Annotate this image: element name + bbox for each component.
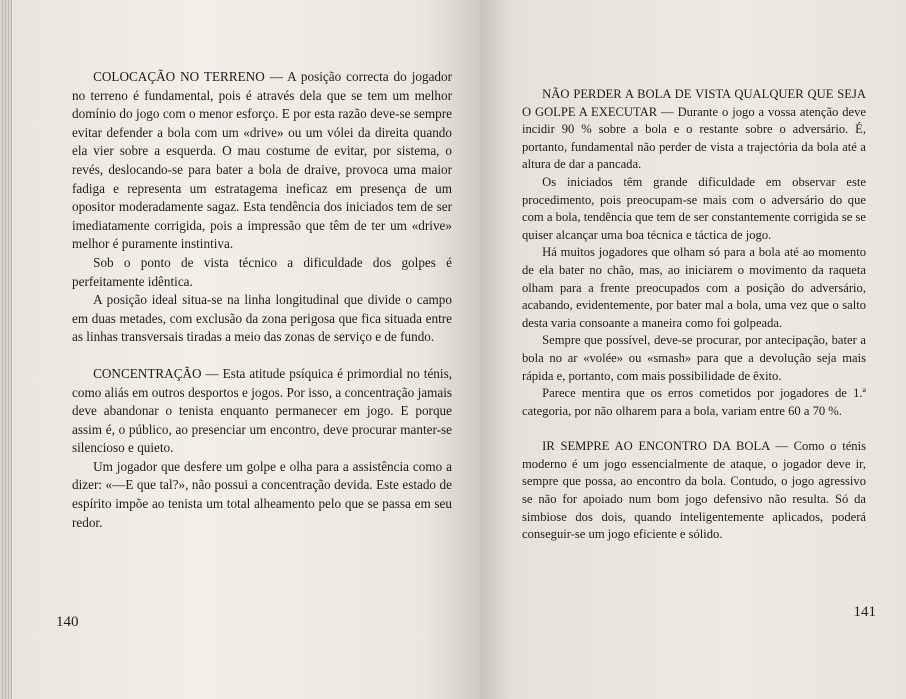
paragraph-nao-perder: NÃO PERDER A BOLA DE VISTA QUALQUER QUE SEJA O GOLPE A EXECUTAR — Durante o jogo a vossa atenção deve incidir 90 % sobre a bola e o restante sobre o adversário. É, portanto, fundamental não perder de vista a trajectória da bola até a altura de dar a pancada. — [522, 87, 866, 172]
right-page-text — [522, 86, 866, 544]
paragraph-colocacao-2: Sob o ponto de vista técnico a dificuldade dos golpes é perfeitamente idêntica. — [72, 254, 452, 289]
paragraph-concentracao-2: Um jogador que desfere um golpe e olha para a assistência como a dizer: «—E que tal?», não possui a concentração devida. Este estado de espírito impõe ao tenista um total alheamento pelo que se passa em seu redor. — [72, 458, 452, 530]
paragraph-colocacao-3: A posição ideal situa-se na linha longitudinal que divide o campo em duas metades, com exclusão da zona perigosa que fica situada entre as linhas transversais tiradas a meio das zonas de serviço e de fundo. — [72, 292, 452, 345]
page-number-right: 141 — [853, 604, 876, 620]
paragraph-colocacao: COLOCAÇÃO NO TERRENO — A posição correcta do jogador no terreno é fundamental, pois é através dela que se tem um melhor domínio do jogo com o menor esforço. E por esta razão deve-se sempre evitar defender a bola com um «drive» ou um vólei da direita quando ela vier sobre a esquerda. O mau costume de evitar, por sistema, o revés, deslocando-se para bater a bola de draive, provoca uma maior fadiga e representa um estratagema ineficaz em presença de um opositor moderadamente sagaz. Esta tendência dos iniciados tem de ser imediatamente corrigida, pois a impressão que têm de ter um «drive» melhor é puramente instintiva. — [72, 69, 452, 252]
paragraph-nao-perder-5: Parece mentira que os erros cometidos por jogadores de 1.ª categoria, por não olharem para a bola, variam entre 60 a 70 %. — [522, 386, 866, 418]
paragraph-ir-sempre: IR SEMPRE AO ENCONTRO DA BOLA — Como o ténis moderno é um jogo essencialmente de ataque, o jogador deve ir, sempre que possa, ao encontro da bola. Contudo, o jogo agressivo se não for apoiado num bom jogo defensivo não resulta. Só da simbiose dos dois, quando inteligentemente aplicados, poderá conseguir-se um jogo eficiente e sólido. — [522, 439, 866, 542]
left-page-text — [72, 68, 452, 532]
paragraph-nao-perder-2: Os iniciados têm grande dificuldade em observar este procedimento, pois preocupam-se mais com o adversário do que com a bola, tendência que tem de ser constantemente corrigida se se quiser alcançar uma boa técnica e táctica de jogo. — [522, 174, 866, 242]
paragraph-nao-perder-4: Sempre que possível, deve-se procurar, por antecipação, bater a bola no ar «volée» ou «smash» para que a devolução seja mais rápida e, portanto, com mais possibilidade de êxito. — [522, 333, 866, 383]
right-page — [480, 0, 906, 699]
paragraph-nao-perder-3: Há muitos jogadores que olham só para a bola até ao momento de ela bater no chão, mas, ao iniciarem o movimento da raqueta olham para a frente preocupados com a posição do adversário, acabando, evidentemente, por bater mal a bola, uma vez que o salto desta varia consoante a maneira como foi golpeada. — [522, 245, 866, 330]
paragraph-concentracao: CONCENTRAÇÃO — Esta atitude psíquica é primordial no ténis, como aliás em outros desportos e jogos. Por isso, a concentração jamais deve abandonar o tenista enquanto permanecer em jogo. E porque assim é, o público, ao presenciar um encontro, deve procurar manter-se silencioso e quieto. — [72, 365, 452, 456]
left-page — [12, 0, 482, 699]
open-book — [12, 0, 906, 699]
page-number-left: 140 — [56, 614, 79, 630]
